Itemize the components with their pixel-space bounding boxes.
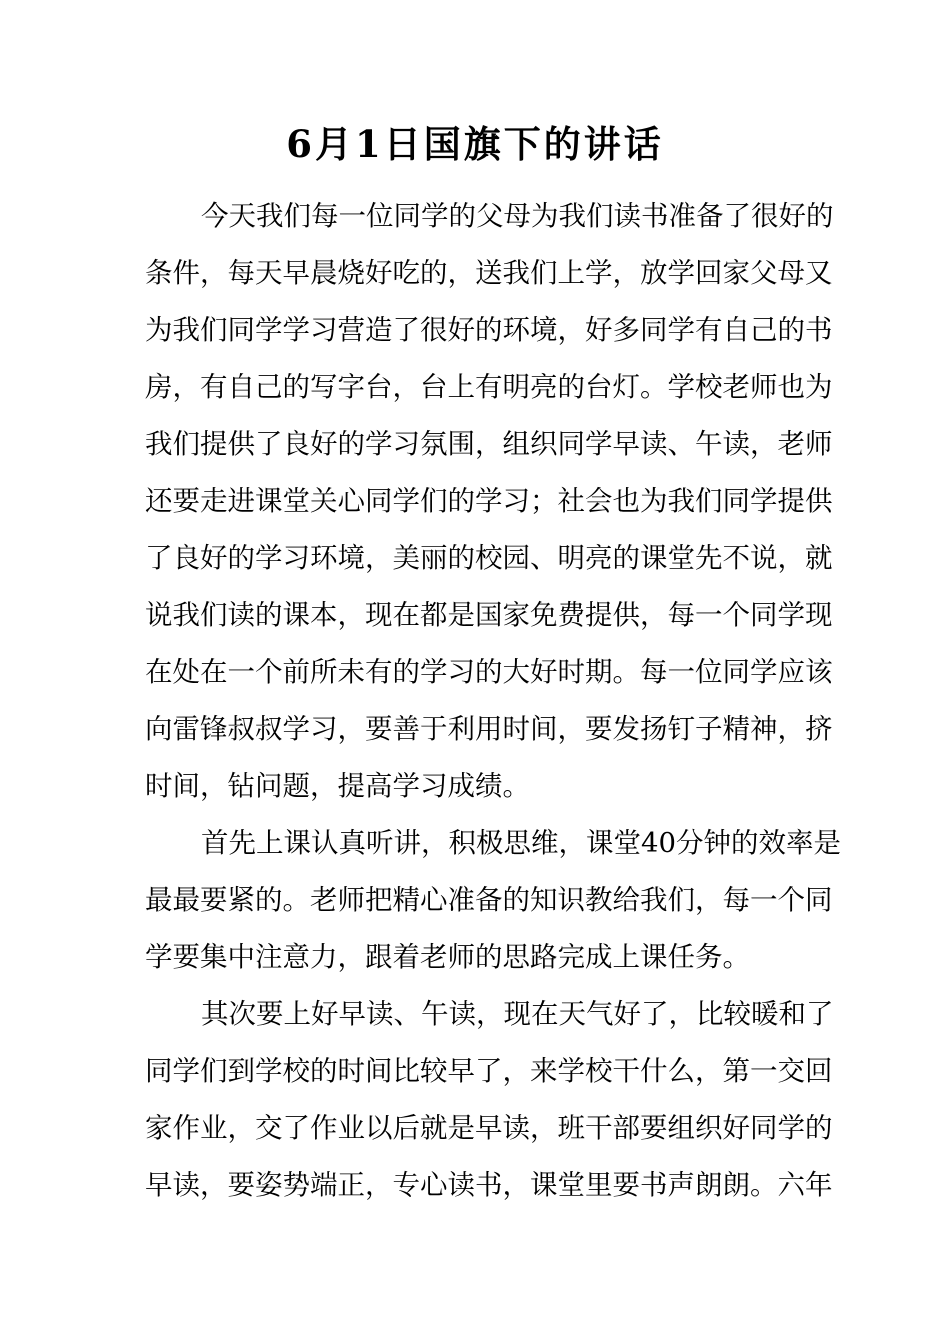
document-body xyxy=(145,188,841,1214)
paragraph-1-line-1: 今天我们每一位同学的父母为我们读书准备了很好的 xyxy=(201,200,834,232)
paragraph-3-line-1: 其次要上好早读、午读，现在天气好了，比较暖和了 xyxy=(201,998,834,1030)
paragraph-1-line-4: 房，有自己的写字台，台上有明亮的台灯。学校老师也为 xyxy=(145,371,833,403)
paragraph-3-line-2: 同学们到学校的时间比较早了，来学校干什么，第一交回 xyxy=(145,1055,833,1087)
paragraph-1-line-11: 时间，钻问题，提高学习成绩。 xyxy=(145,770,530,802)
paragraph-1-line-10: 向雷锋叔叔学习，要善于利用时间，要发扬钉子精神，挤 xyxy=(145,713,833,745)
paragraph-1-line-3: 为我们同学学习营造了很好的环境，好多同学有自己的书 xyxy=(145,314,833,346)
paragraph-2-line-1: 首先上课认真听讲，积极思维，课堂40分钟的效率是 xyxy=(201,827,841,859)
paragraph-2-line-3: 学要集中注意力，跟着老师的思路完成上课任务。 xyxy=(145,941,750,973)
paragraph-1-line-9: 在处在一个前所未有的学习的大好时期。每一位同学应该 xyxy=(145,656,833,688)
paragraph-1-line-5: 我们提供了良好的学习氛围，组织同学早读、午读，老师 xyxy=(145,428,833,460)
paragraph-3-line-4: 早读，要姿势端正，专心读书，课堂里要书声朗朗。六年 xyxy=(145,1169,833,1201)
paragraph-1-line-2: 条件，每天早晨烧好吃的，送我们上学，放学回家父母又 xyxy=(145,257,833,289)
paragraph-3-line-3: 家作业，交了作业以后就是早读，班干部要组织好同学的 xyxy=(145,1112,833,1144)
paragraph-1-line-7: 了良好的学习环境，美丽的校园、明亮的课堂先不说，就 xyxy=(145,542,833,574)
paragraph-1-line-6: 还要走进课堂关心同学们的学习；社会也为我们同学提供 xyxy=(145,485,833,517)
paragraph-1-line-8: 说我们读的课本，现在都是国家免费提供，每一个同学现 xyxy=(145,599,833,631)
paragraph-2-line-2: 最最要紧的。老师把精心准备的知识教给我们，每一个同 xyxy=(145,884,833,916)
page-title: 6月1日国旗下的讲话 xyxy=(286,122,664,166)
